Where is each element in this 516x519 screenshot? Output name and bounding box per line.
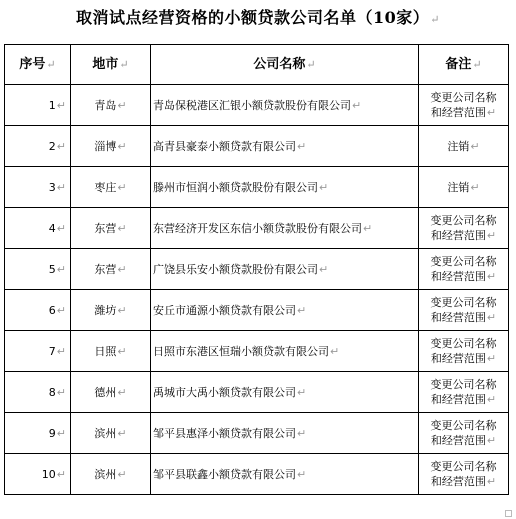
cell-company: 日照市东港区恒瑞小额贷款有限公司↵ — [151, 331, 419, 372]
note-line: 变更公司名称 — [430, 255, 497, 268]
paragraph-mark-icon: ↵ — [486, 311, 497, 324]
note-line: 和经营范围 — [430, 229, 486, 242]
cell-city: 日照↵ — [71, 331, 151, 372]
paragraph-mark-icon: ↵ — [297, 139, 307, 153]
paragraph-mark-icon: ↵ — [56, 385, 66, 399]
note-line: 变更公司名称 — [430, 214, 497, 227]
note-line: 变更公司名称 — [430, 419, 497, 432]
cell-city: 东营↵ — [71, 208, 151, 249]
paragraph-mark-icon: ↵ — [56, 344, 66, 358]
paragraph-mark-icon: ↵ — [117, 98, 127, 112]
paragraph-mark-icon: ↵ — [117, 262, 127, 276]
cell-no: 6↵ — [5, 290, 71, 331]
paragraph-mark-icon: ↵ — [330, 344, 340, 358]
note-line: 和经营范围 — [430, 352, 486, 365]
table-row — [5, 290, 509, 331]
header-company: 公司名称↵ — [151, 45, 419, 85]
paragraph-mark-icon: ↵ — [470, 180, 480, 194]
paragraph-mark-icon: ↵ — [430, 13, 440, 26]
cell-city: 滨州↵ — [71, 413, 151, 454]
table-header-row — [5, 45, 509, 85]
document-title — [0, 6, 516, 30]
cell-city: 滨州↵ — [71, 454, 151, 495]
cell-company: 东营经济开发区东信小额贷款股份有限公司↵ — [151, 208, 419, 249]
paragraph-mark-icon: ↵ — [306, 58, 316, 71]
cell-company: 广饶县乐安小额贷款股份有限公司↵ — [151, 249, 419, 290]
header-note: 备注↵ — [419, 45, 509, 85]
paragraph-mark-icon: ↵ — [319, 262, 329, 276]
cell-no: 5↵ — [5, 249, 71, 290]
table-row — [5, 167, 509, 208]
paragraph-mark-icon: ↵ — [319, 180, 329, 194]
cell-note — [419, 85, 509, 126]
table-row — [5, 331, 509, 372]
table-row — [5, 208, 509, 249]
paragraph-mark-icon: ↵ — [297, 467, 307, 481]
end-of-cell-marker — [505, 510, 512, 517]
paragraph-mark-icon: ↵ — [363, 221, 373, 235]
header-city: 地市↵ — [71, 45, 151, 85]
cell-no: 2↵ — [5, 126, 71, 167]
paragraph-mark-icon: ↵ — [56, 221, 66, 235]
note-line: 和经营范围 — [430, 393, 486, 406]
cell-city: 枣庄↵ — [71, 167, 151, 208]
paragraph-mark-icon: ↵ — [486, 352, 497, 365]
table-row — [5, 249, 509, 290]
paragraph-mark-icon: ↵ — [117, 385, 127, 399]
paragraph-mark-icon: ↵ — [117, 426, 127, 440]
paragraph-mark-icon: ↵ — [56, 139, 66, 153]
paragraph-mark-icon: ↵ — [56, 467, 66, 481]
note-line: 和经营范围 — [430, 475, 486, 488]
cell-no: 4↵ — [5, 208, 71, 249]
paragraph-mark-icon: ↵ — [297, 303, 307, 317]
table-row — [5, 413, 509, 454]
note-line: 注销 — [447, 139, 470, 153]
cell-company: 青岛保税港区汇银小额贷款股份有限公司↵ — [151, 85, 419, 126]
cell-no: 1↵ — [5, 85, 71, 126]
note-line: 和经营范围 — [430, 434, 486, 447]
paragraph-mark-icon: ↵ — [117, 344, 127, 358]
cell-company: 邹平县联鑫小额贷款有限公司↵ — [151, 454, 419, 495]
paragraph-mark-icon: ↵ — [117, 467, 127, 481]
paragraph-mark-icon: ↵ — [486, 434, 497, 447]
cell-note — [419, 331, 509, 372]
note-line: 变更公司名称 — [430, 91, 497, 104]
cell-city: 潍坊↵ — [71, 290, 151, 331]
cell-note — [419, 167, 509, 208]
cell-company: 安丘市通源小额贷款有限公司↵ — [151, 290, 419, 331]
cell-company: 禹城市大禹小额贷款有限公司↵ — [151, 372, 419, 413]
paragraph-mark-icon: ↵ — [117, 303, 127, 317]
paragraph-mark-icon: ↵ — [56, 426, 66, 440]
paragraph-mark-icon: ↵ — [117, 180, 127, 194]
paragraph-mark-icon: ↵ — [297, 426, 307, 440]
document-title-text: 取消试点经营资格的小额贷款公司名单（10家） — [76, 8, 430, 27]
note-line: 和经营范围 — [430, 106, 486, 119]
paragraph-mark-icon: ↵ — [56, 180, 66, 194]
paragraph-mark-icon: ↵ — [119, 58, 129, 71]
cell-note — [419, 413, 509, 454]
cell-city: 淄博↵ — [71, 126, 151, 167]
paragraph-mark-icon: ↵ — [486, 106, 497, 119]
note-line: 变更公司名称 — [430, 296, 497, 309]
note-line: 注销 — [447, 180, 470, 194]
company-table — [4, 44, 509, 495]
cell-note — [419, 454, 509, 495]
paragraph-mark-icon: ↵ — [486, 270, 497, 283]
cell-note — [419, 126, 509, 167]
cell-note — [419, 290, 509, 331]
note-line: 和经营范围 — [430, 311, 486, 324]
cell-no: 10↵ — [5, 454, 71, 495]
table-row — [5, 372, 509, 413]
paragraph-mark-icon: ↵ — [56, 303, 66, 317]
cell-company: 滕州市恒润小额贷款股份有限公司↵ — [151, 167, 419, 208]
paragraph-mark-icon: ↵ — [486, 475, 497, 488]
cell-city: 青岛↵ — [71, 85, 151, 126]
header-no: 序号↵ — [5, 45, 71, 85]
cell-note — [419, 372, 509, 413]
paragraph-mark-icon: ↵ — [56, 98, 66, 112]
note-line: 和经营范围 — [430, 270, 486, 283]
cell-no: 7↵ — [5, 331, 71, 372]
table-row — [5, 85, 509, 126]
paragraph-mark-icon: ↵ — [297, 385, 307, 399]
table-row — [5, 126, 509, 167]
cell-note — [419, 249, 509, 290]
note-line: 变更公司名称 — [430, 378, 497, 391]
table-row — [5, 454, 509, 495]
cell-company: 邹平县惠泽小额贷款有限公司↵ — [151, 413, 419, 454]
cell-no: 3↵ — [5, 167, 71, 208]
paragraph-mark-icon: ↵ — [117, 139, 127, 153]
table-body — [5, 85, 509, 495]
note-line: 变更公司名称 — [430, 337, 497, 350]
paragraph-mark-icon: ↵ — [486, 393, 497, 406]
cell-company: 高青县豪泰小额贷款有限公司↵ — [151, 126, 419, 167]
paragraph-mark-icon: ↵ — [486, 229, 497, 242]
cell-no: 9↵ — [5, 413, 71, 454]
cell-city: 东营↵ — [71, 249, 151, 290]
paragraph-mark-icon: ↵ — [117, 221, 127, 235]
cell-city: 德州↵ — [71, 372, 151, 413]
cell-no: 8↵ — [5, 372, 71, 413]
paragraph-mark-icon: ↵ — [470, 139, 480, 153]
paragraph-mark-icon: ↵ — [352, 98, 362, 112]
paragraph-mark-icon: ↵ — [472, 58, 482, 71]
paragraph-mark-icon: ↵ — [46, 58, 56, 71]
cell-note — [419, 208, 509, 249]
paragraph-mark-icon: ↵ — [56, 262, 66, 276]
note-line: 变更公司名称 — [430, 460, 497, 473]
